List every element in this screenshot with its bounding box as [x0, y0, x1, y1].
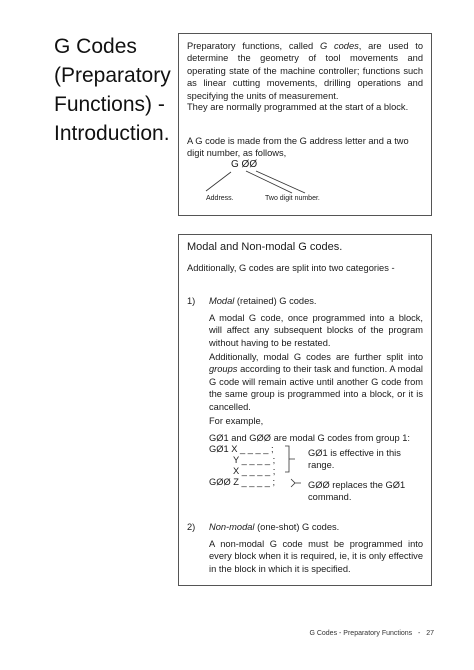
- example-label: For example,: [209, 416, 264, 426]
- modal-box: [178, 234, 432, 586]
- arrow-line: [291, 479, 301, 487]
- effective-note: GØ1 is effective in this range.: [308, 448, 401, 471]
- item-number-1: 1): [187, 296, 196, 306]
- modal-term: Modal: [209, 296, 235, 306]
- groups-term: groups: [209, 364, 238, 375]
- footer-separator: -: [418, 630, 421, 637]
- heading-line: Functions) -: [54, 93, 165, 116]
- digit-pointer-1: [246, 171, 292, 193]
- heading-line: G Codes: [54, 35, 137, 58]
- intro-paragraph-2: They are normally programmed at the start of a block.: [187, 102, 409, 112]
- modal-paragraph-1: A modal G code, once programmed into a block, will affect any subsequent blocks of the program without having to be restated.: [209, 313, 423, 348]
- code-line: GØ1 X _ _ _ _ ;: [209, 444, 274, 454]
- address-pointer: [206, 172, 231, 191]
- page-footer: [309, 630, 434, 637]
- example-line: GØ1 and GØØ are modal G codes from group 1:: [209, 433, 411, 443]
- page-heading: [54, 32, 172, 148]
- footer-title: G Codes - Preparatory Functions: [309, 630, 413, 637]
- non-modal-item-heading: [209, 521, 419, 533]
- heading-line: Introduction.: [54, 122, 170, 145]
- g-code-diagram: [178, 33, 432, 216]
- digit-pointer-2: [256, 171, 305, 193]
- non-modal-term: Non-modal: [209, 522, 255, 532]
- replace-note: GØØ replaces the GØ1 command.: [308, 480, 406, 503]
- non-modal-item-rest: (one-shot) G codes.: [254, 522, 340, 532]
- modal-text: Additionally, modal G codes are further split into: [209, 352, 423, 362]
- intro-text: Preparatory functions, called: [187, 41, 320, 51]
- modal-section-title: Modal and Non-modal G codes.: [187, 241, 343, 253]
- bracket-line: [285, 446, 295, 472]
- code-line: GØØ Z _ _ _ _ ;: [209, 477, 276, 487]
- page-number: 27: [426, 630, 434, 637]
- intro-box: [178, 33, 432, 216]
- non-modal-paragraph: A non-modal G code must be programmed into every block when it is required, ie, it is only effective in the block in which it is specified.: [209, 539, 423, 574]
- intro-text: , are used to determine the geometry of tool movements and operating state of the machine controller; functions such as linear cutting movements, drilling operations and specifying the units of measurement.: [187, 41, 424, 101]
- modal-text: according to their task and function. A modal G code will remain active until another G code from the same group is programmed into a block, or it is cancelled.: [209, 364, 423, 412]
- heading-line: (Preparatory: [54, 64, 171, 87]
- address-label: Address.: [206, 195, 234, 202]
- code-line: X _ _ _ _ ;: [233, 466, 276, 476]
- g-codes-term: G codes: [319, 41, 359, 51]
- item-number-2: 2): [187, 522, 196, 532]
- intro-paragraph-3: A G code is made from the G address letter and a two digit number, as follows,: [187, 136, 409, 159]
- digits-label: Two digit number.: [265, 195, 320, 202]
- modal-item-rest: (retained) G codes.: [234, 296, 317, 306]
- code-line: Y _ _ _ _ ;: [233, 455, 276, 465]
- modal-intro: Additionally, G codes are split into two categories -: [187, 263, 395, 273]
- g-code-format: G ØØ: [231, 159, 258, 170]
